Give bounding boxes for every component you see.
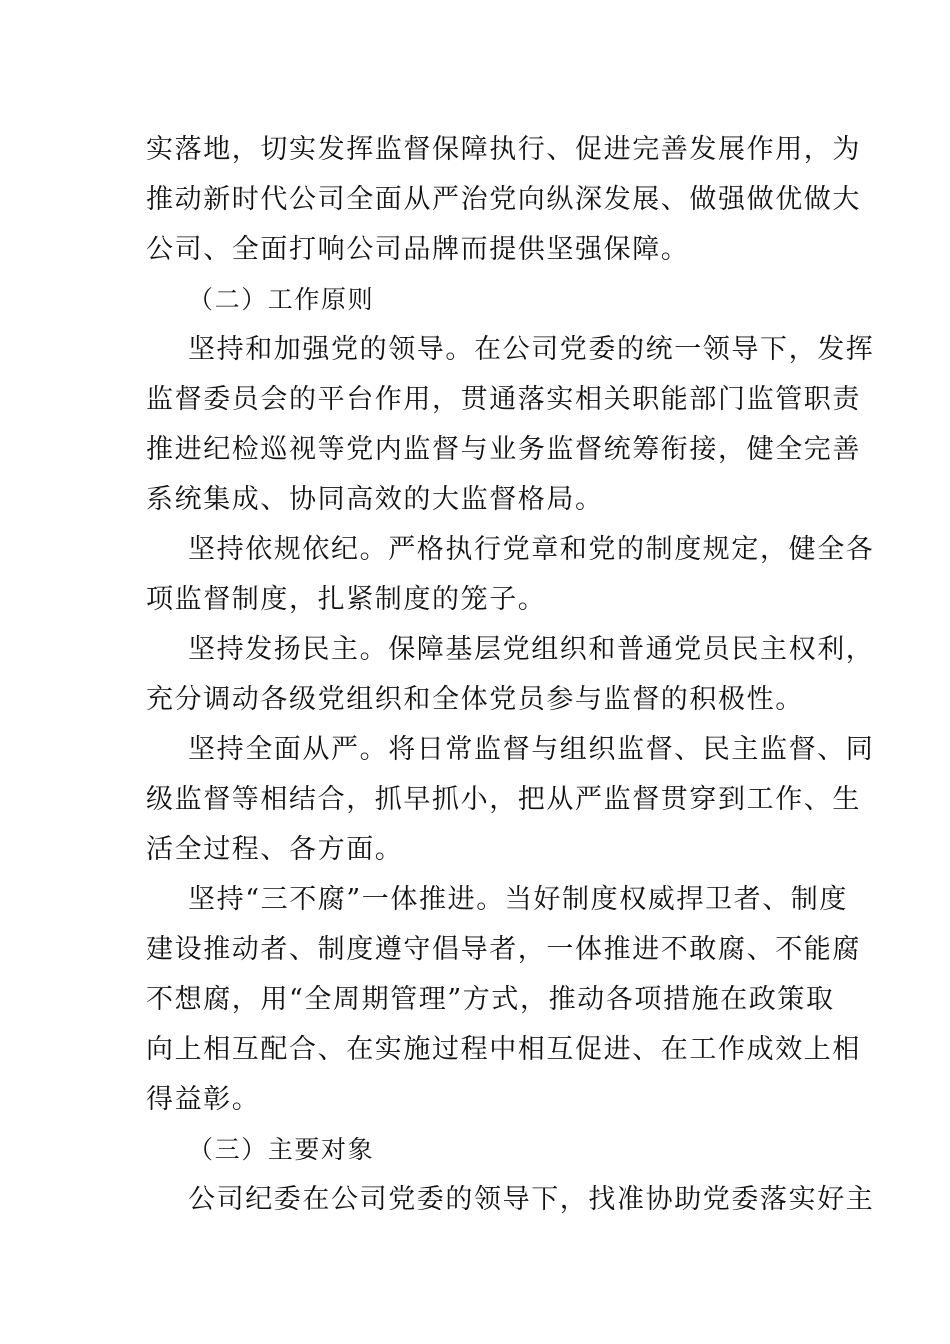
section-heading: （二）工作原则: [188, 285, 375, 314]
text-line: 项监督制度，扎紧制度的笼子。: [146, 584, 547, 615]
text-line: 活全过程、各方面。: [146, 834, 404, 865]
paragraph-first-line: 坚持依规依纪。严格执行党章和党的制度规定，健全各: [188, 534, 875, 565]
text-line: 级监督等相结合，抓早抓小，把从严监督贯穿到工作、生: [146, 784, 861, 815]
text-line: 得益彰。: [146, 1084, 261, 1115]
paragraph-first-line: 坚持和加强党的领导。在公司党委的统一领导下，发挥: [188, 334, 875, 365]
text-line: 推动新时代公司全面从严治党向纵深发展、做强做优做大: [146, 184, 861, 215]
text-line: 充分调动各级党组织和全体党员参与监督的积极性。: [146, 684, 804, 715]
text-line: 推进纪检巡视等党内监督与业务监督统筹衔接，健全完善: [146, 434, 861, 465]
text-line: 实落地，切实发挥监督保障执行、促进完善发展作用，为: [146, 134, 861, 165]
text-line: 系统集成、协同高效的大监督格局。: [146, 484, 604, 515]
paragraph-first-line: 坚持发扬民主。保障基层党组织和普通党员民主权利，: [188, 634, 875, 665]
text-line: 监督委员会的平台作用，贯通落实相关职能部门监管职责: [146, 384, 861, 415]
paragraph-first-line: 坚持全面从严。将日常监督与组织监督、民主监督、同: [188, 734, 875, 765]
text-line: 建设推动者、制度遵守倡导者，一体推进不敢腐、不能腐: [146, 934, 861, 965]
paragraph-first-line: 公司纪委在公司党委的领导下，找准协助党委落实好主: [188, 1184, 875, 1215]
text-line: 向上相互配合、在实施过程中相互促进、在工作成效上相: [146, 1034, 861, 1065]
section-heading: （三）主要对象: [188, 1135, 375, 1164]
paragraph-first-line: 坚持“三不腐”一体推进。当好制度权威捍卫者、制度: [188, 884, 849, 915]
text-line: 不想腐，用“全周期管理”方式，推动各项措施在政策取: [146, 984, 835, 1015]
text-line: 公司、全面打响公司品牌而提供坚强保障。: [146, 234, 690, 265]
